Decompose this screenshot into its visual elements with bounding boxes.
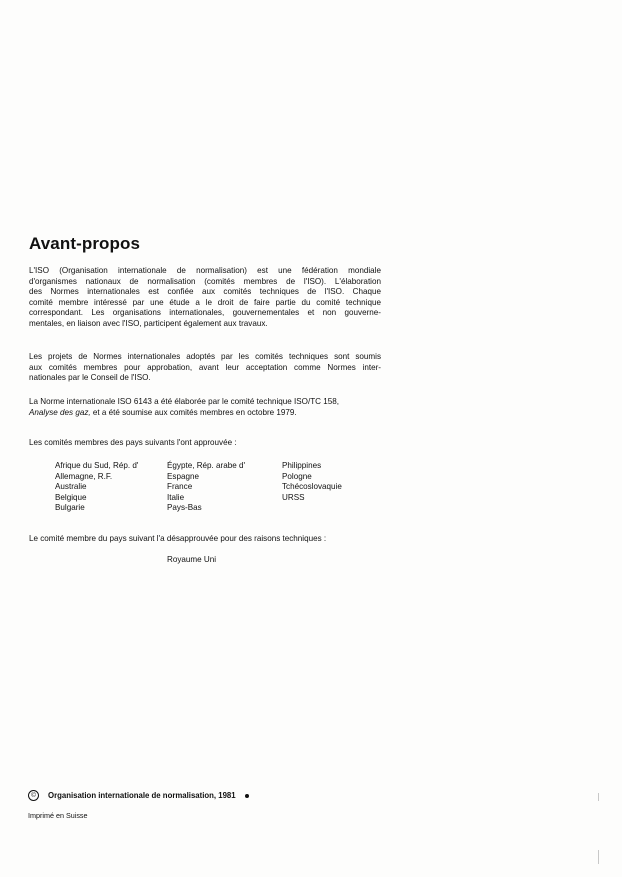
paragraph-line: Les comités membres des pays suivants l'ont approuvée : [29,438,237,447]
paragraph-line: des Normes internationales est confiée aux comités techniques de l'ISO. Chaque [29,287,381,297]
country-item: France [167,482,193,492]
approving-countries-column-3 [282,461,342,503]
scan-edge-mark [598,793,599,801]
country-item: Pologne [282,471,312,481]
foreword-paragraph-standard [29,397,381,418]
country-item: Allemagne, R.F. [55,471,113,481]
disapproval-intro: Le comité membre du pays suivant l'a désapprouvée pour des raisons techniques : [29,534,327,543]
country-item: URSS [282,492,305,502]
country-item: Bulgarie [55,503,85,513]
paragraph-line: aux comités membres pour approbation, avant leur acceptation comme Normes inter- [29,362,381,372]
page-title: Avant-propos [29,234,141,253]
country-item: Philippines [282,461,322,470]
paragraph-line: correspondant. Les organisations internationales, gouvernementales et non gouverne- [29,308,381,318]
paragraph-line: La Norme internationale ISO 6143 a été élaborée par le comité technique ISO/TC 158, [29,397,339,406]
paragraph-line-rest: et a été soumise aux comités membres en octobre 1979. [90,407,297,417]
disapproving-country: Royaume Uni [167,555,217,564]
country-item: Égypte, Rép. arabe d' [167,461,246,470]
country-item: Belgique [55,492,87,502]
country-item: Tchécoslovaquie [282,482,342,492]
paragraph-line: Les projets de Normes internationales adoptés par les comités techniques sont soumis [29,352,381,361]
foreword-paragraph-iso [29,266,381,330]
country-item: Italie [167,492,185,502]
paragraph-line [29,408,381,419]
country-item: Espagne [167,471,199,481]
paragraph-line: d'organismes nationaux de normalisation (comités membres de l'ISO). L'élaboration [29,276,381,286]
approving-countries-column-1 [55,461,138,514]
approval-intro [29,438,381,449]
paragraph-line: comité membre intéressé par une étude a le droit de faire partie du comité technique [29,297,381,307]
copyright-text: Organisation internationale de normalisation, 1981 [48,791,236,800]
foreword-paragraph-drafts [29,352,381,384]
paragraph-line: nationales par le Conseil de l'ISO. [29,373,151,383]
paragraph-line: L'ISO (Organisation internationale de normalisation) est une fédération mondiale [29,266,381,275]
country-item: Australie [55,482,87,492]
bullet-icon [245,794,249,798]
printed-in-note: Imprimé en Suisse [28,811,88,820]
approving-countries-column-2 [167,461,245,514]
country-item: Pays-Bas [167,503,202,513]
copyright-notice [28,790,249,801]
paragraph-line: mentales, en liaison avec l'ISO, participent également aux travaux. [29,318,268,328]
country-item: Afrique du Sud, Rép. d' [55,461,139,470]
scan-edge-mark [598,850,599,864]
copyright-icon: © [28,790,39,801]
committee-title: Analyse des gaz, [29,407,91,417]
